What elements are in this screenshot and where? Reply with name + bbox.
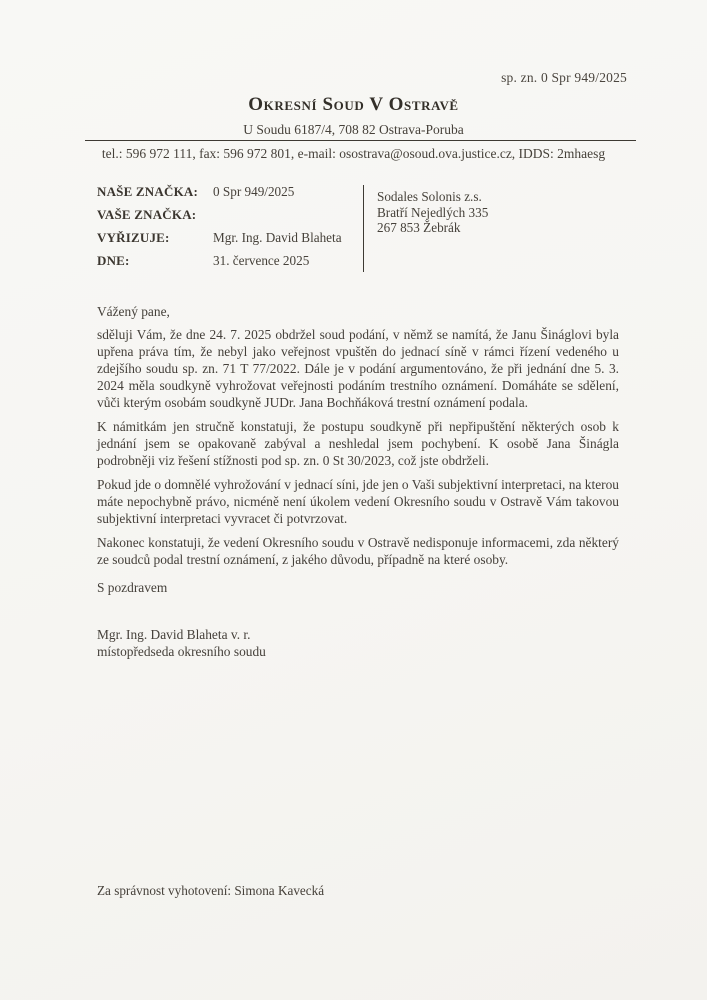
reference-value: Mgr. Ing. David Blaheta — [213, 230, 342, 245]
closing-phrase: S pozdravem — [97, 580, 168, 595]
reference-value: 0 Spr 949/2025 — [213, 184, 295, 199]
recipient-address — [377, 189, 488, 236]
reference-block — [97, 184, 352, 276]
recipient-line-org: Sodales Solonis z.s. — [377, 189, 482, 204]
letter-body — [97, 303, 619, 660]
reference-label: NAŠE ZNAČKA: — [97, 184, 198, 199]
clerk-note: Za správnost vyhotovení: Simona Kavecká — [97, 883, 325, 898]
reference-label: DNE: — [97, 253, 130, 268]
body-paragraph: K námitkám jen stručně konstatuji, že postupu soudkyně při nepřipuštění některých osob k jednání jsem se opakovaně zabýval a neshledal jsem pochybení. K osobě Jana Šinágla podrobněji viz řešení stížnosti pod sp. zn. 0 St 30/2023, což jste obdrželi. — [97, 419, 619, 468]
reference-value: 31. července 2025 — [213, 253, 310, 268]
reference-row-nase-znacka — [97, 184, 352, 207]
reference-label: VYŘIZUJE: — [97, 230, 170, 245]
signature-title: místopředseda okresního soudu — [97, 644, 266, 659]
recipient-line-street: Bratří Nejedlých 335 — [377, 204, 489, 220]
signature-block — [97, 626, 619, 660]
court-contact-line: tel.: 596 972 111, fax: 596 972 801, e-mail: osostrava@osoud.ova.justice.cz, IDDS: 2mhaesg — [101, 146, 606, 161]
body-paragraph: sděluji Vám, že dne 24. 7. 2025 obdržel soud podání, v němž se namítá, že Janu Šináglovi byla upřena práva tím, že nebyl jako veřejnost vpuštěn do jednací síně v rámci řízení vedeného u zdejšího soudu sp. zn. 71 T 77/2022. Dále je v podání argumentováno, že při jednání dne 5. 3. 2024 měla soudkyně vyhrožovat veřejnosti podáním trestního oznámení. Domáháte se sdělení, vůči kterým osobám soudkyně JUDr. Jana Bochňáková trestní oznámení podala. — [97, 327, 619, 410]
reference-row-vyrizuje — [97, 230, 352, 253]
header-rule — [85, 140, 636, 141]
salutation: Vážený pane, — [97, 304, 170, 319]
reference-recipient-divider — [363, 185, 364, 272]
recipient-line-city: 267 853 Žebrák — [377, 220, 461, 235]
body-paragraph: Pokud jde o domnělé vyhrožování v jednací síni, jde jen o Vaši subjektivní interpretaci, na kterou máte nepochybně právo, nicméně není úkolem vedení Okresního soudu v Ostravě Vám takovou subjektivní interpretaci vyvracet či potvrzovat. — [97, 477, 619, 526]
signature-name: Mgr. Ing. David Blaheta v. r. — [97, 627, 251, 642]
reference-label: VAŠE ZNAČKA: — [97, 207, 197, 222]
reference-row-vase-znacka — [97, 207, 352, 230]
court-name-heading: Okresní Soud V Ostravě — [248, 94, 459, 115]
case-reference-top: sp. zn. 0 Spr 949/2025 — [501, 70, 627, 85]
reference-row-dne — [97, 253, 352, 276]
body-paragraph: Nakonec konstatuji, že vedení Okresního soudu v Ostravě nedisponuje informacemi, zda některý ze soudců podal trestní oznámení, z jakého důvodu, případně na které osoby. — [97, 535, 619, 567]
court-street-address: U Soudu 6187/4, 708 82 Ostrava-Poruba — [243, 122, 464, 137]
